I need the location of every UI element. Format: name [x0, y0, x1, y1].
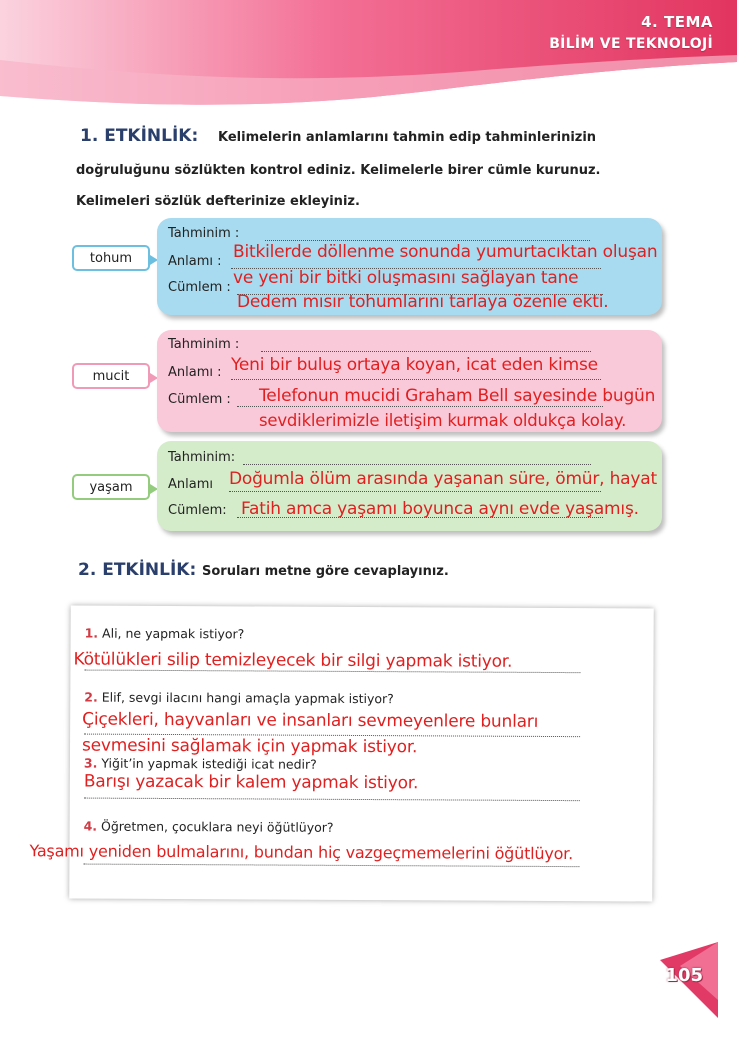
banner-graphic: [0, 0, 737, 115]
meaning-answer: ve yeni bir bitki oluşmasını sağlayan tane: [233, 268, 579, 288]
sentence-answer: Telefonun mucidi Graham Bell sayesinde bugün: [259, 386, 656, 406]
question-text: Öğretmen, çocuklara neyi öğütlüyor?: [101, 818, 334, 835]
word-label: yaşam: [89, 480, 133, 495]
question-text: Ali, ne yapmak istiyor?: [102, 625, 245, 642]
meaning-answer: Bitkilerde döllenme sonunda yumurtacıktan oluşan: [233, 242, 658, 262]
sentence-answer: sevdiklerimizle iletişim kurmak oldukça kolay.: [259, 411, 627, 430]
answer-line: [84, 798, 580, 802]
answer-text: Yaşamı yeniden bulmalarını, bundan hiç vazgeçmemelerini öğütlüyor.: [29, 841, 574, 864]
word-tag-mucit: [72, 363, 150, 389]
word-card-tohum: [157, 218, 662, 315]
word-tag-tohum: [72, 245, 150, 271]
word-label: mucit: [92, 369, 130, 384]
page-number: 105: [665, 965, 703, 986]
sentence-label: Cümlem:: [168, 503, 227, 518]
meaning-label: Anlamı: [168, 477, 213, 492]
meaning-line: [231, 379, 601, 380]
question-number: 2.: [84, 689, 98, 705]
question-2: [84, 690, 394, 707]
meaning-line: [229, 491, 601, 492]
word-tag-yasam: [72, 474, 150, 500]
question-4: [84, 819, 334, 835]
word-card-mucit: [157, 330, 662, 432]
activity-2-title: 2. ETKİNLİK:: [78, 560, 197, 580]
question-number: 3.: [83, 755, 98, 771]
theme-number: 4. TEMA: [641, 13, 713, 31]
meaning-label: Anlamı :: [168, 365, 222, 380]
answer-text: sevmesini sağlamak için yapmak istiyor.: [81, 735, 418, 758]
activity-1-title: 1. ETKİNLİK:: [80, 126, 199, 146]
question-1: [85, 626, 245, 642]
guess-label: Tahminim:: [168, 450, 236, 465]
question-number: 1.: [84, 625, 99, 641]
meaning-answer: Yeni bir buluş ortaya koyan, icat eden kimse: [231, 355, 598, 375]
answer-text: Barışı yazacak bir kalem yapmak istiyor.: [83, 771, 419, 794]
guess-label: Tahminim :: [168, 337, 240, 352]
guess-line: [265, 240, 590, 241]
guess-label: Tahminim :: [168, 226, 240, 241]
answer-text: Çiçekleri, hayvanları ve insanları sevmeyenlere bunları: [82, 709, 539, 732]
activity-1-instruction-line: Kelimeleri sözlük defterinize ekleyiniz.: [76, 194, 360, 209]
question-sheet: [29, 605, 654, 901]
answer-text: Kötülükleri silip temizleyecek bir silgi yapmak istiyor.: [73, 649, 513, 672]
meaning-label: Anlamı :: [168, 254, 222, 269]
answer-line: [83, 864, 579, 868]
guess-line: [261, 351, 591, 352]
question-text: Yiğit’in yapmak istediği icat nedir?: [101, 755, 317, 772]
sentence-line: [237, 406, 603, 407]
word-card-yasam: [157, 441, 662, 531]
word-label: tohum: [89, 251, 133, 266]
guess-line: [243, 464, 591, 465]
sentence-answer: Dedem mısır tohumlarını tarlaya özenle ekti.: [237, 292, 609, 312]
activity-2-instruction: Soruları metne göre cevaplayınız.: [202, 564, 449, 579]
theme-banner: [0, 0, 737, 115]
activity-1-instruction-line: Kelimelerin anlamlarını tahmin edip tahminlerinizin: [218, 130, 597, 145]
question-3: [84, 756, 317, 772]
activity-1-instruction-line: doğruluğunu sözlükten kontrol ediniz. Kelimelerle birer cümle kurunuz.: [76, 163, 601, 178]
question-number: 4.: [83, 818, 98, 834]
sentence-label: Cümlem :: [168, 392, 231, 407]
sentence-label: Cümlem :: [168, 280, 231, 295]
meaning-answer: Doğumla ölüm arasında yaşanan süre, ömür, hayat: [229, 469, 657, 489]
sentence-answer: Fatih amca yaşamı boyunca aynı evde yaşamış.: [241, 499, 639, 519]
theme-name: BİLİM VE TEKNOLOJİ: [549, 36, 713, 52]
question-text: Elif, sevgi ilacını hangi amaçla yapmak istiyor?: [101, 689, 394, 707]
